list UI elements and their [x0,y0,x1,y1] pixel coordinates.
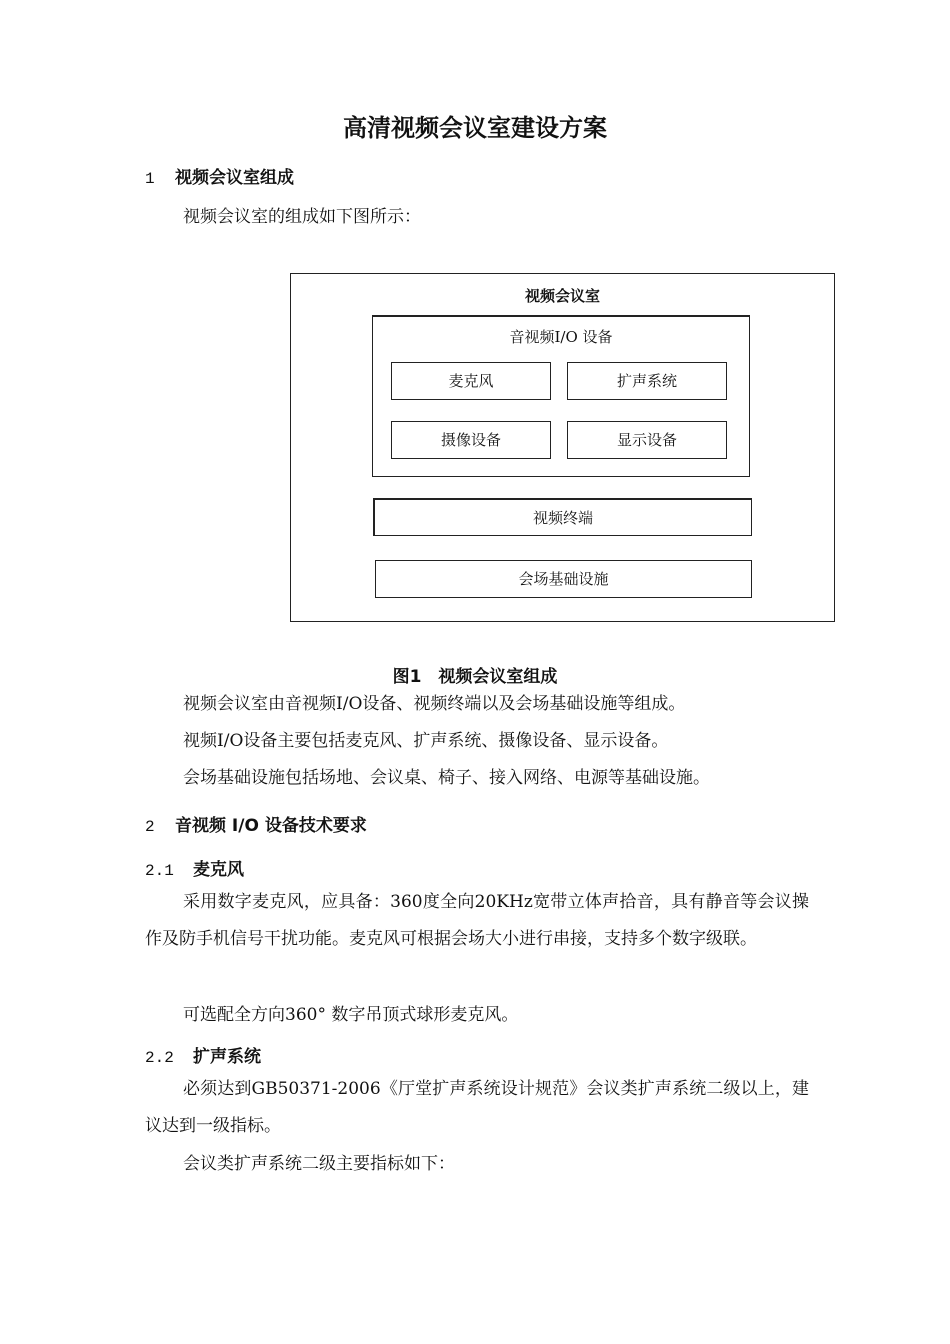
diagram-box-display: 显示设备 [567,421,727,459]
paragraph-sound-metrics: 会议类扩声系统二级主要指标如下： [183,1154,455,1174]
section-2-1-heading [145,855,244,880]
section-2-number: 2 [145,818,155,836]
document-title: 高清视频会议室建设方案 [343,114,607,142]
paragraph-microphone: 采用数字麦克风，应具备：360度全向20KHz宽带立体声拾音，具有静音等会议操作及防手机信号干扰功能。麦克风可根据会场大小进行串接，支持多个数字级联。 [145,892,809,949]
diagram-box-video-terminal: 视频终端 [373,498,752,536]
section-2-2-heading [145,1042,261,1067]
section-2-1-number: 2.1 [145,862,174,880]
io-devices-group [372,315,750,477]
diagram-box-camera: 摄像设备 [391,421,551,459]
section-2-heading [145,811,367,836]
section-2-2-number: 2.2 [145,1049,174,1067]
diagram-title: 视频会议室 [524,287,600,305]
paragraph-composition: 视频会议室由音视频I/O设备、视频终端以及会场基础设施等组成。 [183,694,686,714]
io-devices-label: 音视频I/O 设备 [509,328,613,346]
section-1-heading [145,163,294,188]
composition-diagram [290,273,835,622]
section-1-title: 视频会议室组成 [175,168,294,188]
paragraph-infrastructure: 会场基础设施包括场地、会议桌、椅子、接入网络、电源等基础设施。 [183,768,710,788]
diagram-box-microphone: 麦克风 [391,362,551,400]
paragraph-io-devices: 视频I/O设备主要包括麦克风、扩声系统、摄像设备、显示设备。 [183,731,669,751]
diagram-box-sound-system: 扩声系统 [567,362,727,400]
section-1-number: 1 [145,170,155,188]
diagram-box-infrastructure: 会场基础设施 [375,560,752,598]
section-1-intro: 视频会议室的组成如下图所示： [183,207,421,227]
section-2-1-title: 麦克风 [193,860,244,880]
paragraph-sound-standard: 必须达到GB50371-2006《厅堂扩声系统设计规范》会议类扩声系统二级以上，建议达到一级指标。 [145,1079,809,1136]
paragraph-ceiling-microphone: 可选配全方向360° 数字吊顶式球形麦克风。 [183,1005,519,1025]
section-2-2-title: 扩声系统 [193,1047,261,1067]
figure-caption: 图1 视频会议室组成 [392,667,558,687]
section-2-title: 音视频 I/O 设备技术要求 [175,816,367,836]
